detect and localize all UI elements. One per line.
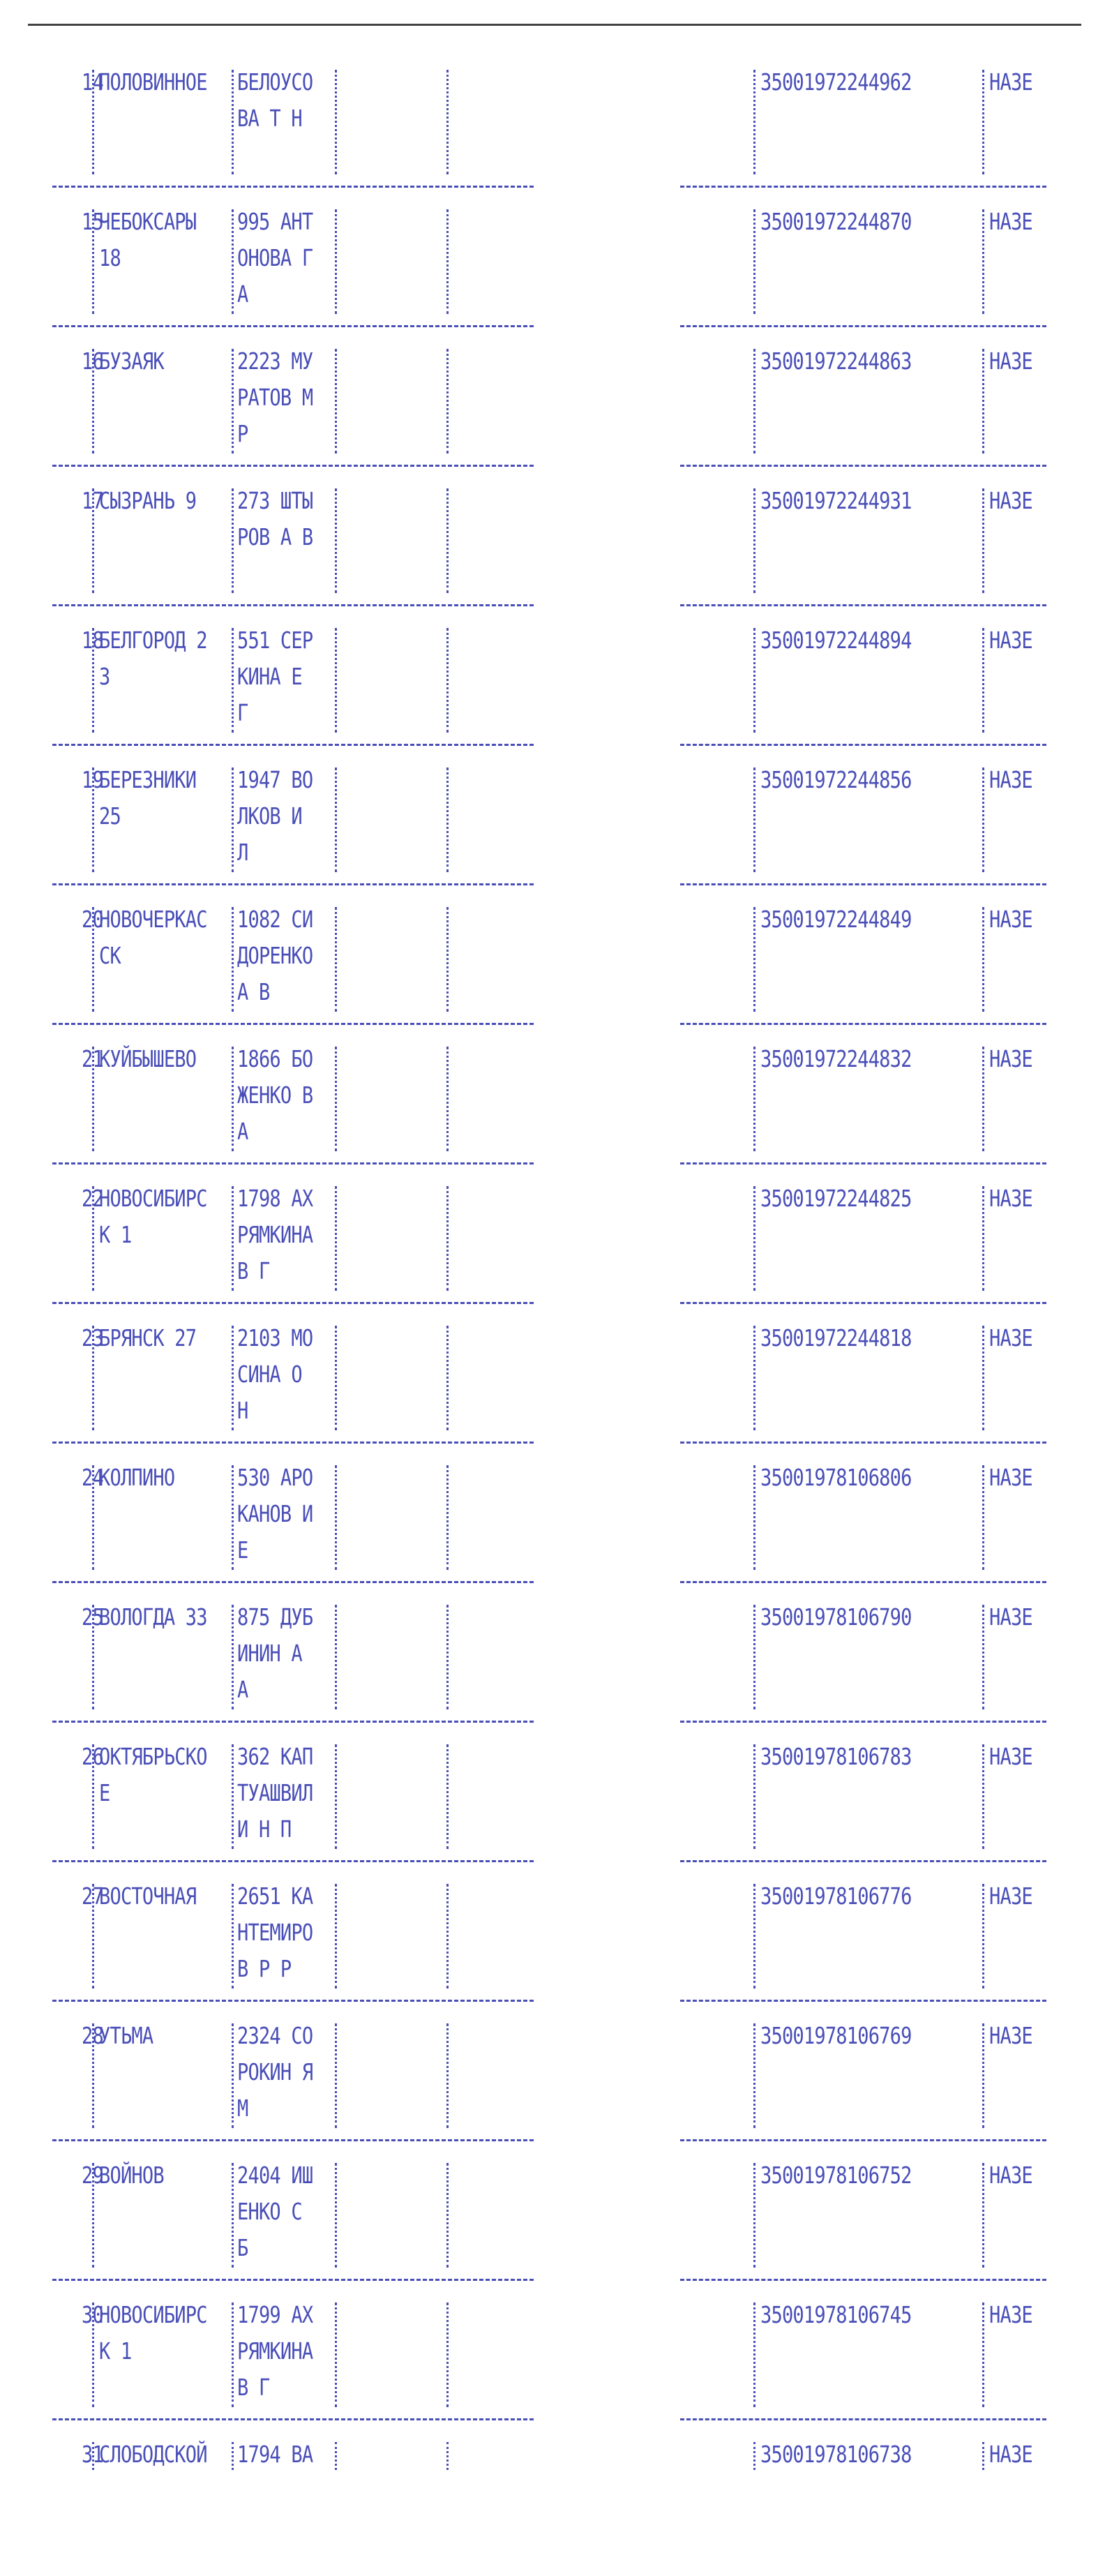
tracking-code: 35001978106783: [760, 1743, 912, 1770]
recipient-text: М: [237, 2095, 248, 2122]
recipient-text: А: [237, 280, 248, 308]
recipient-text: 875 ДУБ: [237, 1603, 313, 1631]
row-separator-right: [680, 1302, 1046, 1304]
column-bar-blank: [446, 70, 449, 174]
column-bar-name: [335, 1744, 337, 1849]
row-separator-right: [680, 2000, 1046, 2002]
column-bar-number: [92, 1605, 94, 1709]
recipient-text: А: [237, 1118, 248, 1145]
record-row: [0, 204, 1105, 343]
recipient-text: 1798 АХ: [237, 1185, 313, 1212]
recipient-text: РЯМКИНА: [237, 1221, 313, 1248]
recipient-text: ИНИН А: [237, 1640, 302, 1667]
record-row: [0, 1878, 1105, 2018]
column-bar-number: [92, 488, 94, 593]
tracking-code: 35001978106745: [760, 2301, 912, 2328]
column-bar-status: [982, 1186, 984, 1291]
tracking-code: 35001978106752: [760, 2162, 912, 2189]
row-separator-left: [52, 186, 534, 188]
record-row: [0, 901, 1105, 1041]
tracking-code: 35001972244856: [760, 766, 912, 793]
city-text: ПОЛОВИННОЕ: [99, 68, 207, 96]
status-text: НАЗЕ: [989, 208, 1032, 235]
row-separator-right: [680, 325, 1046, 327]
record-row: [0, 762, 1105, 901]
row-separator-right: [680, 2279, 1046, 2281]
column-bar-city: [232, 1186, 234, 1291]
record-row: [0, 1320, 1105, 1460]
city-text: К 1: [99, 1221, 132, 1248]
row-separator-left: [52, 883, 534, 885]
city-text: УТЬМА: [99, 2022, 153, 2049]
column-bar-code: [753, 349, 756, 454]
column-bar-number: [92, 1326, 94, 1430]
recipient-text: А В: [237, 978, 270, 1005]
recipient-text: ЖЕНКО В: [237, 1081, 313, 1109]
row-separator-right: [680, 1441, 1046, 1444]
column-bar-blank: [446, 349, 449, 454]
column-bar-name: [335, 1605, 337, 1709]
row-separator-left: [52, 1860, 534, 1862]
record-row: [0, 2018, 1105, 2157]
tracking-code: 35001972244863: [760, 347, 912, 375]
column-bar-code: [753, 1047, 756, 1151]
column-bar-number: [92, 1186, 94, 1291]
column-bar-status: [982, 1326, 984, 1430]
column-bar-blank: [446, 2442, 449, 2470]
column-bar-city: [232, 628, 234, 733]
recipient-text: В Г: [237, 1257, 270, 1285]
column-bar-number: [92, 2302, 94, 2407]
record-row: [0, 1041, 1105, 1181]
row-separator-right: [680, 2418, 1046, 2420]
column-bar-blank: [446, 1326, 449, 1430]
recipient-text: Р: [237, 420, 248, 447]
recipient-text: И Н П: [237, 1815, 292, 1843]
city-text: КУЙБЫШЕВО: [99, 1045, 197, 1072]
column-bar-blank: [446, 767, 449, 872]
city-text: НОВОСИБИРС: [99, 1185, 207, 1212]
row-separator-right: [680, 883, 1046, 885]
recipient-text: 2324 СО: [237, 2022, 313, 2049]
recipient-text: Б: [237, 2234, 248, 2261]
column-bar-name: [335, 209, 337, 314]
column-bar-blank: [446, 1047, 449, 1151]
column-bar-blank: [446, 1465, 449, 1570]
column-bar-name: [335, 2302, 337, 2407]
column-bar-number: [92, 2023, 94, 2128]
column-bar-code: [753, 2302, 756, 2407]
city-text: БЕЛГОРОД 2: [99, 627, 207, 654]
city-text: 25: [99, 802, 121, 830]
status-text: НАЗЕ: [989, 1743, 1032, 1770]
column-bar-code: [753, 1605, 756, 1709]
recipient-text: Г: [237, 699, 248, 726]
recipient-text: РАТОВ М: [237, 384, 313, 411]
recipient-text: 273 ШТЫ: [237, 487, 313, 514]
column-bar-blank: [446, 907, 449, 1012]
record-number: 28: [82, 2022, 103, 2049]
city-text: КОЛПИНО: [99, 1464, 175, 1491]
column-bar-number: [92, 628, 94, 733]
city-text: СЫЗРАНЬ 9: [99, 487, 197, 514]
record-number: 23: [82, 1324, 103, 1351]
recipient-text: 2103 МО: [237, 1324, 313, 1351]
column-bar-code: [753, 628, 756, 733]
column-bar-city: [232, 349, 234, 454]
tracking-code: 35001978106806: [760, 1464, 912, 1491]
recipient-text: РОВ А В: [237, 523, 313, 551]
column-bar-name: [335, 2442, 337, 2470]
tracking-code: 35001972244818: [760, 1324, 912, 1351]
record-row: [0, 2436, 1105, 2576]
recipient-text: 551 СЕР: [237, 627, 313, 654]
column-bar-code: [753, 209, 756, 314]
recipient-text: 362 КАП: [237, 1743, 313, 1770]
recipient-text: РОКИН Я: [237, 2058, 313, 2085]
status-text: НАЗЕ: [989, 627, 1032, 654]
column-bar-code: [753, 1326, 756, 1430]
recipient-text: 2223 МУ: [237, 347, 313, 375]
recipient-text: ОНОВА Г: [237, 244, 313, 271]
record-row: [0, 1739, 1105, 1878]
column-bar-code: [753, 1186, 756, 1291]
row-separator-left: [52, 604, 534, 606]
tracking-code: 35001978106769: [760, 2022, 912, 2049]
column-bar-city: [232, 1744, 234, 1849]
column-bar-code: [753, 767, 756, 872]
record-number: 19: [82, 766, 103, 793]
row-separator-left: [52, 1581, 534, 1583]
tracking-code: 35001972244825: [760, 1185, 912, 1212]
column-bar-code: [753, 488, 756, 593]
row-separator-left: [52, 1023, 534, 1025]
column-bar-status: [982, 1605, 984, 1709]
record-number: 21: [82, 1045, 103, 1072]
record-row: [0, 1181, 1105, 1320]
column-bar-number: [92, 1465, 94, 1570]
recipient-text: ВА Т Н: [237, 105, 302, 132]
record-number: 29: [82, 2162, 103, 2189]
tracking-code: 35001972244870: [760, 208, 912, 235]
column-bar-code: [753, 2442, 756, 2470]
column-bar-name: [335, 1047, 337, 1151]
column-bar-number: [92, 1884, 94, 1989]
recipient-text: ЛКОВ И: [237, 802, 302, 830]
column-bar-status: [982, 70, 984, 174]
column-bar-blank: [446, 1186, 449, 1291]
column-bar-status: [982, 209, 984, 314]
recipient-text: Л: [237, 839, 248, 866]
recipient-text: ЕНКО С: [237, 2198, 302, 2225]
column-bar-number: [92, 70, 94, 174]
column-bar-blank: [446, 628, 449, 733]
status-text: НАЗЕ: [989, 1882, 1032, 1910]
column-bar-number: [92, 1744, 94, 1849]
record-row: [0, 2157, 1105, 2297]
column-bar-name: [335, 2163, 337, 2268]
column-bar-city: [232, 70, 234, 174]
recipient-text: ТУАШВИЛ: [237, 1779, 313, 1806]
recipient-text: Н: [237, 1397, 248, 1424]
column-bar-code: [753, 907, 756, 1012]
row-separator-left: [52, 744, 534, 746]
status-text: НАЗЕ: [989, 68, 1032, 96]
column-bar-city: [232, 209, 234, 314]
column-bar-number: [92, 767, 94, 872]
column-bar-status: [982, 2302, 984, 2407]
row-separator-left: [52, 2418, 534, 2420]
status-text: НАЗЕ: [989, 2441, 1032, 2468]
column-bar-city: [232, 1605, 234, 1709]
status-text: НАЗЕ: [989, 1045, 1032, 1072]
city-text: ВОСТОЧНАЯ: [99, 1882, 197, 1910]
status-text: НАЗЕ: [989, 1185, 1032, 1212]
column-bar-name: [335, 70, 337, 174]
record-number: 15: [82, 208, 103, 235]
column-bar-number: [92, 209, 94, 314]
recipient-text: ДОРЕНКО: [237, 942, 313, 969]
status-text: НАЗЕ: [989, 1603, 1032, 1631]
row-separator-right: [680, 604, 1046, 606]
city-text: БЕРЕЗНИКИ: [99, 766, 197, 793]
tracking-code: 35001972244832: [760, 1045, 912, 1072]
tracking-code: 35001972244894: [760, 627, 912, 654]
status-text: НАЗЕ: [989, 1464, 1032, 1491]
column-bar-code: [753, 2023, 756, 2128]
row-separator-right: [680, 1581, 1046, 1583]
column-bar-name: [335, 907, 337, 1012]
city-text: НОВОСИБИРС: [99, 2301, 207, 2328]
record-row: [0, 64, 1105, 204]
top-rule: [28, 24, 1081, 26]
city-text: НОВОЧЕРКАС: [99, 906, 207, 933]
column-bar-number: [92, 2163, 94, 2268]
recipient-text: КИНА Е: [237, 663, 302, 690]
recipient-text: 2404 ИШ: [237, 2162, 313, 2189]
recipient-text: 1866 БО: [237, 1045, 313, 1072]
row-separator-left: [52, 1441, 534, 1444]
column-bar-code: [753, 1465, 756, 1570]
column-bar-name: [335, 628, 337, 733]
column-bar-blank: [446, 2302, 449, 2407]
column-bar-status: [982, 488, 984, 593]
column-bar-status: [982, 1465, 984, 1570]
column-bar-city: [232, 2442, 234, 2470]
column-bar-status: [982, 767, 984, 872]
column-bar-code: [753, 2163, 756, 2268]
column-bar-status: [982, 1744, 984, 1849]
column-bar-status: [982, 628, 984, 733]
column-bar-blank: [446, 209, 449, 314]
column-bar-status: [982, 907, 984, 1012]
record-number: 24: [82, 1464, 103, 1491]
column-bar-name: [335, 767, 337, 872]
recipient-text: НТЕМИРО: [237, 1919, 313, 1946]
row-separator-left: [52, 1302, 534, 1304]
recipient-text: БЕЛОУСО: [237, 68, 313, 96]
row-separator-right: [680, 744, 1046, 746]
column-bar-city: [232, 1465, 234, 1570]
row-separator-right: [680, 1860, 1046, 1862]
column-bar-status: [982, 2163, 984, 2268]
row-separator-right: [680, 465, 1046, 467]
status-text: НАЗЕ: [989, 487, 1032, 514]
city-text: СК: [99, 942, 121, 969]
row-separator-left: [52, 2279, 534, 2281]
column-bar-city: [232, 2023, 234, 2128]
recipient-text: 995 АНТ: [237, 208, 313, 235]
tracking-code: 35001972244931: [760, 487, 912, 514]
tracking-code: 35001978106776: [760, 1882, 912, 1910]
recipient-text: КАНОВ И: [237, 1500, 313, 1527]
column-bar-name: [335, 1186, 337, 1291]
recipient-text: 530 АРО: [237, 1464, 313, 1491]
column-bar-number: [92, 1047, 94, 1151]
row-separator-right: [680, 1162, 1046, 1165]
column-bar-name: [335, 1884, 337, 1989]
recipient-text: 1947 ВО: [237, 766, 313, 793]
column-bar-city: [232, 2302, 234, 2407]
column-bar-number: [92, 349, 94, 454]
record-number: 26: [82, 1743, 103, 1770]
tracking-code: 35001978106790: [760, 1603, 912, 1631]
column-bar-blank: [446, 2163, 449, 2268]
record-row: [0, 1599, 1105, 1739]
column-bar-status: [982, 349, 984, 454]
row-separator-left: [52, 1162, 534, 1165]
record-row: [0, 1460, 1105, 1599]
status-text: НАЗЕ: [989, 1324, 1032, 1351]
record-row: [0, 622, 1105, 762]
status-text: НАЗЕ: [989, 766, 1032, 793]
column-bar-code: [753, 70, 756, 174]
column-bar-status: [982, 2023, 984, 2128]
record-number: 22: [82, 1185, 103, 1212]
column-bar-name: [335, 2023, 337, 2128]
column-bar-blank: [446, 1605, 449, 1709]
record-number: 27: [82, 1882, 103, 1910]
recipient-text: СИНА О: [237, 1361, 302, 1388]
status-text: НАЗЕ: [989, 906, 1032, 933]
column-bar-city: [232, 488, 234, 593]
row-separator-left: [52, 1721, 534, 1723]
column-bar-name: [335, 1326, 337, 1430]
tracking-code: 35001978106738: [760, 2441, 912, 2468]
record-number: 25: [82, 1603, 103, 1631]
city-text: 3: [99, 663, 110, 690]
recipient-text: В Р Р: [237, 1955, 292, 1982]
recipient-text: Е: [237, 1536, 248, 1564]
column-bar-city: [232, 907, 234, 1012]
recipient-text: 2651 КА: [237, 1882, 313, 1910]
recipient-text: РЯМКИНА: [237, 2337, 313, 2365]
record-row: [0, 343, 1105, 483]
row-separator-right: [680, 186, 1046, 188]
recipient-text: 1082 СИ: [237, 906, 313, 933]
row-separator-right: [680, 2139, 1046, 2141]
record-number: 17: [82, 487, 103, 514]
column-bar-status: [982, 1047, 984, 1151]
status-text: НАЗЕ: [989, 2301, 1032, 2328]
column-bar-blank: [446, 488, 449, 593]
row-separator-left: [52, 2139, 534, 2141]
status-text: НАЗЕ: [989, 2022, 1032, 2049]
recipient-text: 1794 ВА: [237, 2441, 313, 2468]
city-text: ВОЛОГДА 33: [99, 1603, 207, 1631]
city-text: ЧЕБОКСАРЫ: [99, 208, 197, 235]
city-text: БРЯНСК 27: [99, 1324, 197, 1351]
column-bar-city: [232, 1047, 234, 1151]
status-text: НАЗЕ: [989, 347, 1032, 375]
tracking-code: 35001972244962: [760, 68, 912, 96]
city-text: Е: [99, 1779, 110, 1806]
column-bar-name: [335, 1465, 337, 1570]
record-number: 18: [82, 627, 103, 654]
column-bar-blank: [446, 1744, 449, 1849]
recipient-text: А: [237, 1676, 248, 1703]
city-text: СЛОБОДСКОЙ: [99, 2441, 207, 2468]
column-bar-status: [982, 2442, 984, 2470]
recipient-text: В Г: [237, 2374, 270, 2401]
row-separator-left: [52, 325, 534, 327]
record-number: 14: [82, 68, 103, 96]
column-bar-code: [753, 1884, 756, 1989]
record-number: 16: [82, 347, 103, 375]
row-separator-left: [52, 465, 534, 467]
tracking-code: 35001972244849: [760, 906, 912, 933]
record-row: [0, 483, 1105, 622]
column-bar-city: [232, 1326, 234, 1430]
city-text: БУЗАЯК: [99, 347, 164, 375]
record-number: 20: [82, 906, 103, 933]
column-bar-code: [753, 1744, 756, 1849]
column-bar-name: [335, 488, 337, 593]
city-text: К 1: [99, 2337, 132, 2365]
row-separator-right: [680, 1023, 1046, 1025]
column-bar-city: [232, 1884, 234, 1989]
column-bar-status: [982, 1884, 984, 1989]
column-bar-number: [92, 907, 94, 1012]
recipient-text: 1799 АХ: [237, 2301, 313, 2328]
city-text: ОКТЯБРЬСКО: [99, 1743, 207, 1770]
row-separator-left: [52, 2000, 534, 2002]
column-bar-blank: [446, 2023, 449, 2128]
column-bar-blank: [446, 1884, 449, 1989]
record-number: 31: [82, 2441, 103, 2468]
status-text: НАЗЕ: [989, 2162, 1032, 2189]
column-bar-city: [232, 767, 234, 872]
column-bar-name: [335, 349, 337, 454]
record-row: [0, 2297, 1105, 2436]
column-bar-number: [92, 2442, 94, 2470]
record-number: 30: [82, 2301, 103, 2328]
column-bar-city: [232, 2163, 234, 2268]
city-text: 18: [99, 244, 121, 271]
row-separator-right: [680, 1721, 1046, 1723]
city-text: ВОЙНОВ: [99, 2162, 164, 2189]
